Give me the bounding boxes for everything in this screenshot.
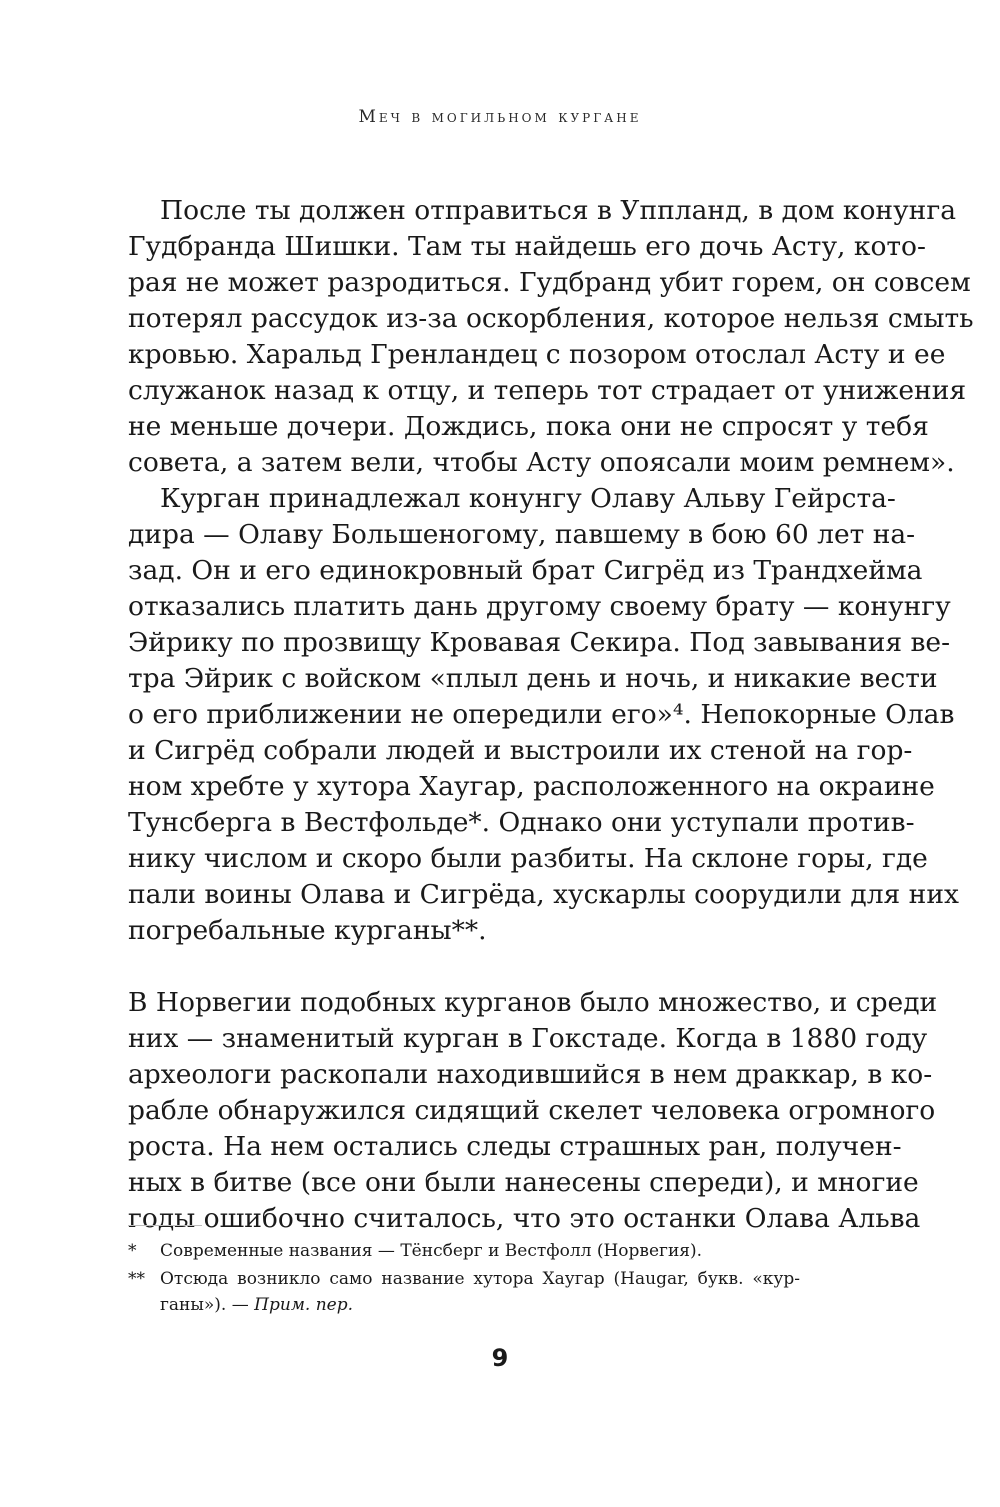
running-head: Меч в могильном кургане: [358, 107, 642, 127]
body-line: рабле обнаружился сидящий скелет человека огромного: [128, 1095, 936, 1126]
body-line: совета, а затем вели, чтобы Асту опоясали моим ремнем».: [128, 447, 955, 478]
body-line: ных в битве (все они были нанесены спереди), и многие: [128, 1167, 919, 1198]
body-line: ном хребте у хутора Хаугар, расположенного на окраине: [128, 771, 935, 802]
footnote-2: [128, 1266, 800, 1292]
body-line: рая не может разродиться. Гудбранд убит горем, он совсем: [128, 267, 971, 298]
body-line: Гудбранда Шишки. Там ты найдешь его дочь Асту, кото-: [128, 231, 926, 262]
body-line: роста. На нем остались следы страшных ран, получен-: [128, 1131, 902, 1162]
body-line: погребальные курганы**.: [128, 915, 487, 946]
footnote-2-continued: [128, 1292, 800, 1318]
body-line: В Норвегии подобных курганов было множество, и среди: [128, 987, 938, 1018]
page-number: 9: [491, 1344, 509, 1372]
body-line: годы ошибочно считалось, что это останки Олава Альва: [128, 1203, 921, 1234]
footnote-mark: **: [128, 1269, 145, 1289]
body-line: дира — Олаву Большеногому, павшему в бою 60 лет на-: [128, 519, 916, 550]
body-line: Тунсберга в Вестфольде*. Однако они уступали против-: [128, 807, 915, 838]
body-line: о его приближении не опередили его»⁴. Непокорные Олав: [128, 699, 955, 730]
body-line: служанок назад к отцу, и теперь тот страдает от унижения: [128, 375, 967, 406]
body-line: тра Эйрик с войском «плыл день и ночь, и никакие вести: [128, 663, 938, 694]
footnote-mark: *: [128, 1241, 137, 1261]
translator-note: Прим. пер.: [254, 1295, 354, 1315]
body-line: После ты должен отправиться в Уппланд, в дом конунга: [160, 195, 957, 226]
body-line: и Сигрёд собрали людей и выстроили их стеной на гор-: [128, 735, 913, 766]
body-line: потерял рассудок из-за оскорбления, которое нельзя смыть: [128, 303, 974, 334]
body-line: не меньше дочери. Дождись, пока они не спросят у тебя: [128, 411, 929, 442]
body-line: них — знаменитый курган в Гокстаде. Когда в 1880 году: [128, 1023, 928, 1054]
footnote-1: [128, 1238, 800, 1264]
footnote-text: Отсюда возникло само название хутора Хаугар (Haugar, букв. «кур-: [160, 1269, 800, 1289]
footnote-text: ганы»). —: [160, 1295, 255, 1315]
body-line: нику числом и скоро были разбиты. На склоне горы, где: [128, 843, 928, 874]
footnote-divider: [128, 1225, 202, 1226]
footnote-text: Современные названия — Тёнсберг и Вестфолл (Норвегия).: [160, 1241, 703, 1261]
body-line: пали воины Олава и Сигрёда, хускарлы соорудили для них: [128, 879, 959, 910]
body-line: Курган принадлежал конунгу Олаву Альву Гейрста-: [160, 483, 896, 514]
body-line: Эйрику по прозвищу Кровавая Секира. Под завывания ве-: [128, 627, 951, 658]
body-line: отказались платить дань другому своему брату — конунгу: [128, 591, 951, 622]
body-line: археологи раскопали находившийся в нем драккар, в ко-: [128, 1059, 933, 1090]
body-line: кровью. Харальд Гренландец с позором отослал Асту и ее: [128, 339, 946, 370]
body-line: зад. Он и его единокровный брат Сигрёд из Трандхейма: [128, 555, 923, 586]
